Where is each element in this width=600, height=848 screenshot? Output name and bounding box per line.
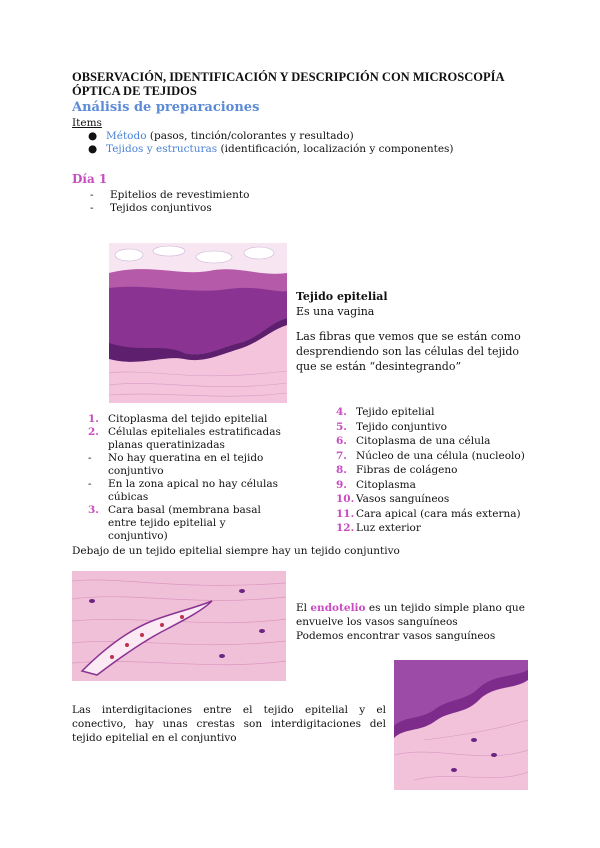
list-text: Tejido conjuntivo xyxy=(356,420,447,433)
list-marker: 11. xyxy=(336,507,355,520)
list-item: Tejidos conjuntivos xyxy=(110,202,212,214)
fig2-post: es un tejido simple plano que envuelve los vasos sanguíneos xyxy=(296,602,525,628)
list-item xyxy=(336,521,566,536)
list-text: Tejido epitelial xyxy=(356,406,435,418)
epithelium-micrograph xyxy=(109,243,287,403)
fig2-pre: El xyxy=(296,602,311,614)
fig1-line: Es una vagina xyxy=(296,305,375,318)
day-list: - Epitelios de revestimiento - Tejidos conjuntivos xyxy=(90,189,250,214)
list-text: Células epiteliales estratificadas planas queratinizadas xyxy=(108,426,281,451)
under-note: Debajo de un tejido epitelial siempre hay un tejido conjuntivo xyxy=(72,545,400,557)
list-item xyxy=(336,434,566,449)
endothelium-micrograph xyxy=(72,571,286,681)
list-text: Cara apical (cara más externa) xyxy=(356,507,521,520)
right-numbered-list xyxy=(336,405,566,536)
list-item: Epitelios de revestimiento xyxy=(110,189,250,201)
list-text: No hay queratina en el tejido conjuntivo xyxy=(108,452,264,477)
list-marker: 7. xyxy=(336,449,347,462)
fig2-line xyxy=(296,601,536,629)
list-marker: 6. xyxy=(336,435,347,447)
day-label: Día 1 xyxy=(72,172,108,186)
left-numbered-list xyxy=(88,413,288,543)
fig1-caption xyxy=(296,289,536,374)
items-list xyxy=(88,130,454,156)
list-item xyxy=(336,507,566,522)
list-marker: - xyxy=(88,452,92,464)
endotelio-term: endotelio xyxy=(310,602,366,614)
list-item xyxy=(336,405,566,420)
list-marker: 3. xyxy=(88,504,99,516)
list-item xyxy=(336,492,566,507)
list-marker: 8. xyxy=(336,464,347,476)
list-text: Vasos sanguíneos xyxy=(356,493,450,505)
list-item xyxy=(88,426,288,452)
list-marker: 5. xyxy=(336,420,347,433)
list-marker: 2. xyxy=(88,426,99,438)
fig1-heading: Tejido epitelial xyxy=(296,290,388,303)
fig1-paragraph: Las fibras que vemos que se están como desprendiendo son las células del tejido que se están “desintegrando” xyxy=(296,330,521,373)
fig2-line2: Podemos encontrar vasos sanguíneos xyxy=(296,630,496,642)
list-marker: 4. xyxy=(336,406,347,418)
list-item xyxy=(88,413,288,426)
list-marker: 1. xyxy=(88,413,99,425)
list-item: ● Tejidos y estructuras (identificación, localización y componentes) xyxy=(88,143,454,155)
list-item xyxy=(336,463,566,478)
list-text: Citoplasma del tejido epitelial xyxy=(108,413,268,425)
list-text: Fibras de colágeno xyxy=(356,464,458,476)
section-subtitle: Análisis de preparaciones xyxy=(72,100,260,115)
list-text: Luz exterior xyxy=(356,522,421,534)
list-item xyxy=(336,478,566,493)
fig3-caption: Las interdigitaciones entre el tejido epitelial y el conectivo, hay unas crestas son interdigitaciones del tejido epitelial en el conjuntivo xyxy=(72,704,386,744)
items-label: Items xyxy=(72,117,102,129)
item-text: (identificación, localización y componentes) xyxy=(217,143,454,155)
fig2-caption xyxy=(296,601,536,643)
list-item xyxy=(88,504,288,543)
list-text: Núcleo de una célula (nucleolo) xyxy=(356,449,525,462)
interdigitation-micrograph xyxy=(394,660,528,790)
list-item xyxy=(336,420,566,435)
list-item xyxy=(88,478,288,504)
item-link-metodo[interactable]: Método xyxy=(106,130,147,142)
item-text: (pasos, tinción/colorantes y resultado) xyxy=(146,130,354,142)
list-item xyxy=(336,449,566,464)
list-item: ● Método (pasos, tinción/colorantes y resultado) xyxy=(88,130,354,142)
list-marker: - xyxy=(88,478,92,490)
list-text: Citoplasma xyxy=(356,478,416,491)
item-link-tejidos[interactable]: Tejidos y estructuras xyxy=(106,143,218,155)
list-text: Citoplasma de una célula xyxy=(356,435,491,447)
list-text: Cara basal (membrana basal entre tejido epitelial y conjuntivo) xyxy=(108,504,261,542)
list-item xyxy=(88,452,288,478)
list-text: En la zona apical no hay células cúbicas xyxy=(108,478,279,503)
list-marker: 9. xyxy=(336,478,347,491)
document-title: OBSERVACIÓN, IDENTIFICACIÓN Y DESCRIPCIÓN CON MICROSCOPÍA ÓPTICA DE TEJIDOS xyxy=(72,70,504,98)
list-marker: 10. xyxy=(336,493,355,505)
list-marker: 12. xyxy=(336,522,355,534)
